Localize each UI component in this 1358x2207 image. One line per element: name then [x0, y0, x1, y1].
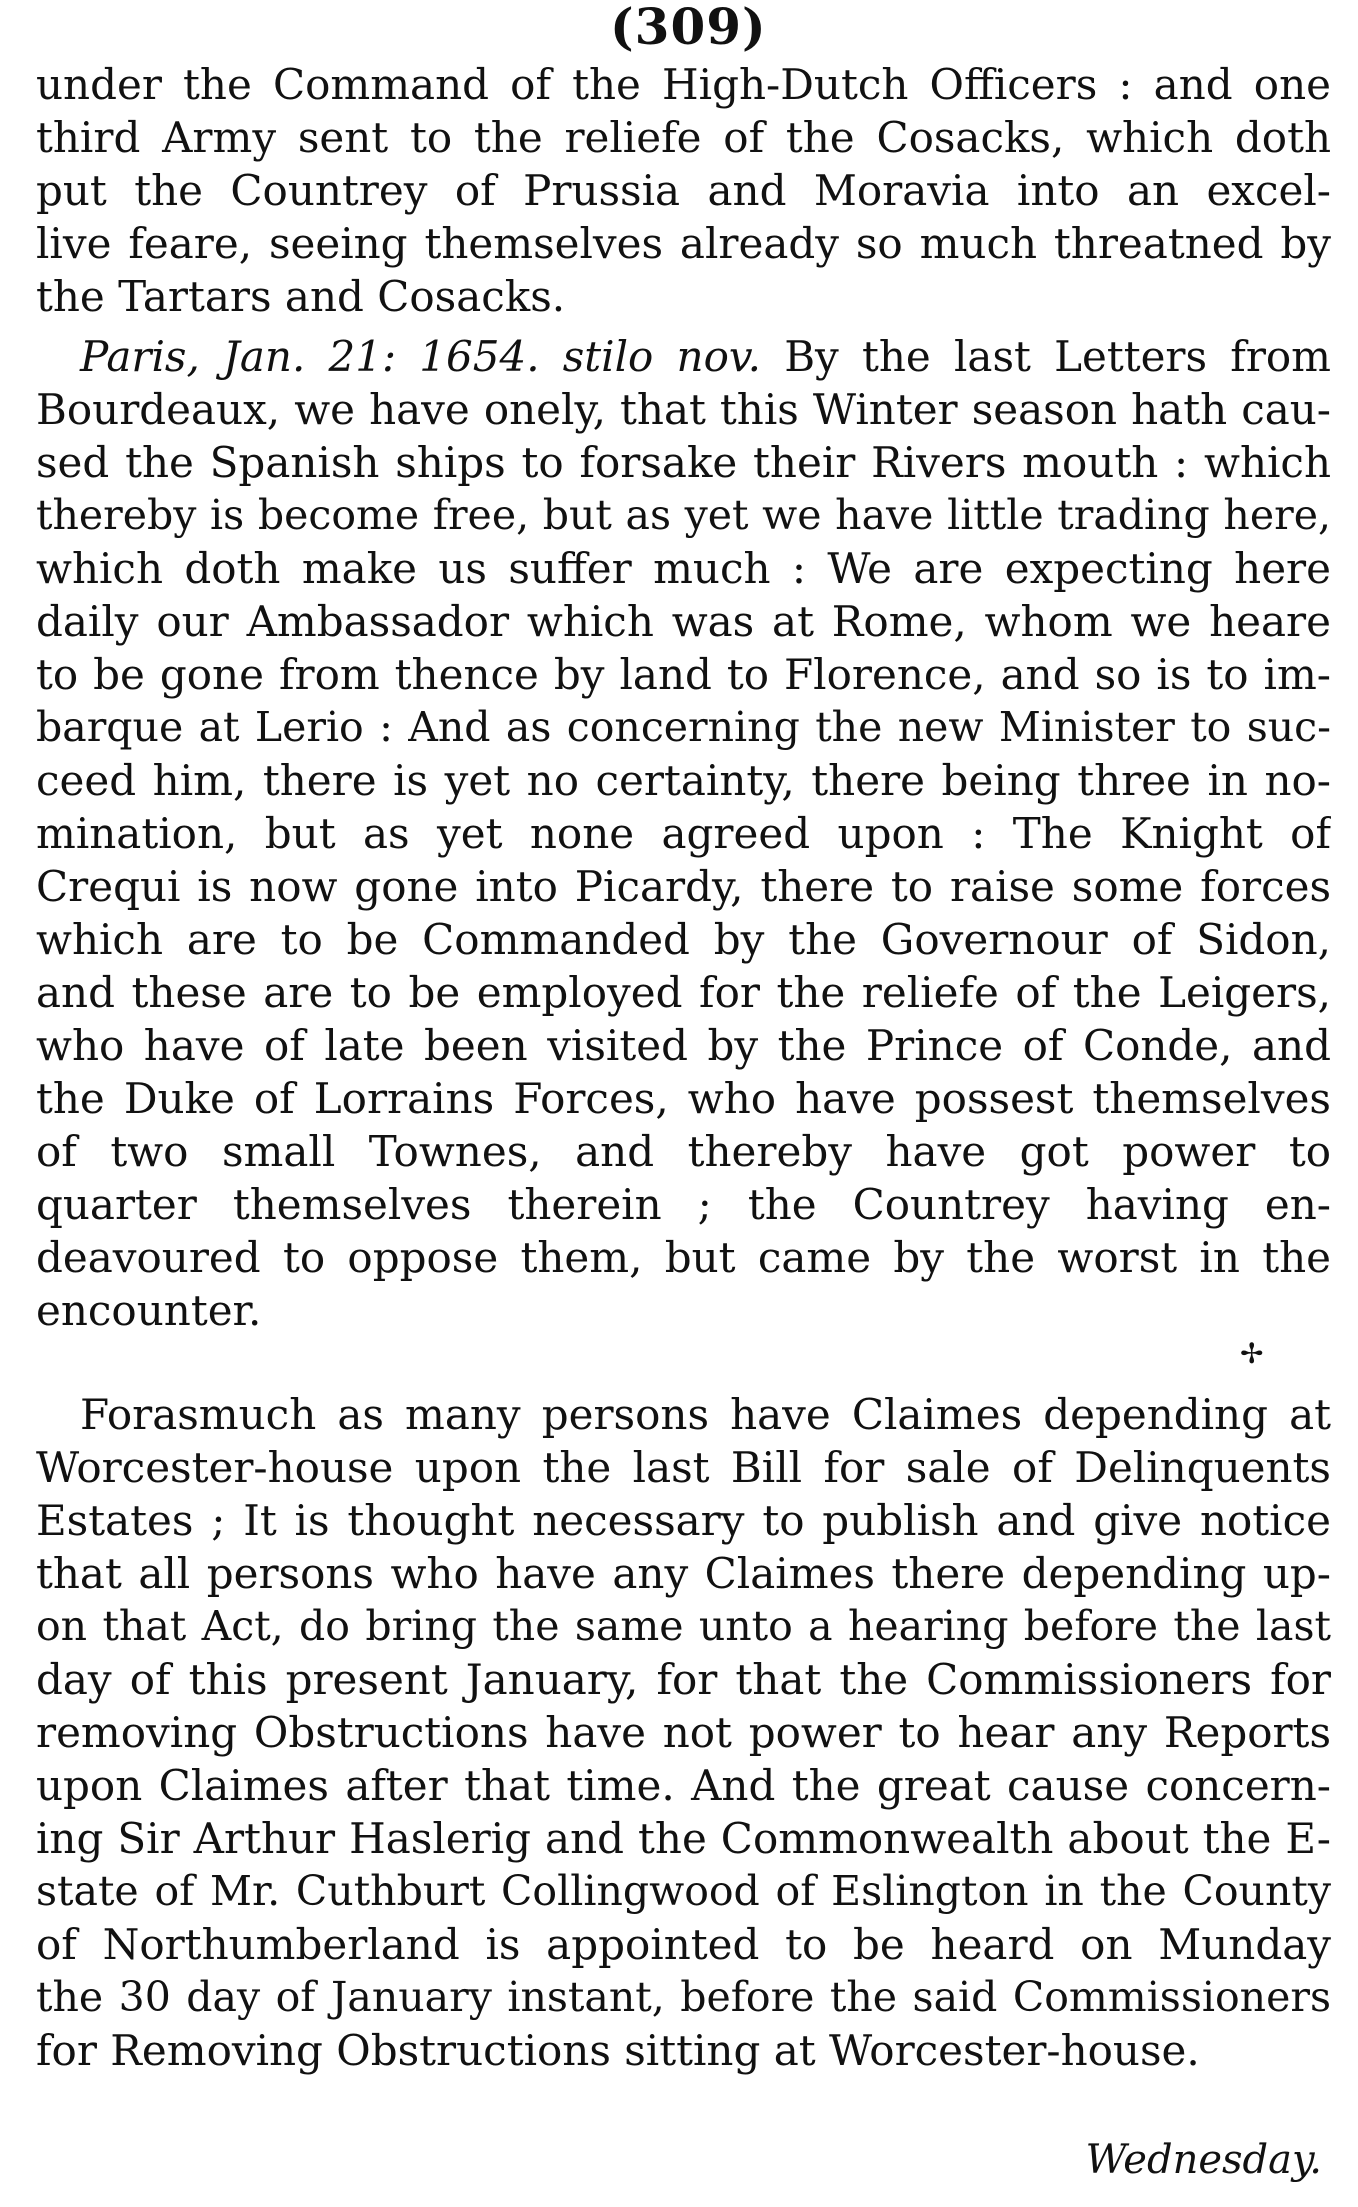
text-line: the Tartars and Cosacks.: [36, 272, 566, 321]
text-line: of two small Townes, and thereby have got power to: [36, 1127, 1331, 1176]
text-line: who have of late been visited by the Prince of Conde, and: [36, 1021, 1331, 1070]
text-line: third Army sent to the reliefe of the Cosacks, which doth: [36, 113, 1331, 162]
text-line: the Duke of Lorrains Forces, who have possest themselves: [36, 1074, 1331, 1123]
text-line: and these are to be employed for the reliefe of the Leigers,: [36, 968, 1331, 1017]
text-line: barque at Lerio : And as concerning the new Minister to suc-: [36, 703, 1331, 751]
text-line: the 30 day of January instant, before the said Commissioners: [36, 1973, 1331, 2021]
text-line: Forasmuch as many persons have Claimes depending at: [80, 1390, 1331, 1439]
text-line: to be gone from thence by land to Florence, and so is to im-: [36, 650, 1331, 699]
catchword: Wednesday.: [1085, 2137, 1322, 2183]
text-line: Bourdeaux, we have onely, that this Winter season hath cau-: [36, 385, 1331, 434]
text-line: daily our Ambassador which was at Rome, whom we heare: [36, 597, 1331, 646]
text-line: removing Obstructions have not power to hear any Reports: [36, 1708, 1331, 1757]
text-line: under the Command of the High-Dutch Officers : and one: [36, 60, 1331, 109]
text-line: mination, but as yet none agreed upon : The Knight of: [36, 809, 1331, 858]
text-line: Estates ; It is thought necessary to publish and give notice: [36, 1496, 1331, 1545]
text-line: put the Countrey of Prussia and Moravia into an excel-: [36, 166, 1331, 215]
text-line: on that Act, do bring the same unto a hearing before the last: [36, 1602, 1331, 1650]
dateline: Paris, Jan. 21: 1654. stilo nov.: [80, 332, 761, 381]
text-line: ing Sir Arthur Haslerig and the Commonwealth about the E-: [36, 1814, 1331, 1863]
paragraph-worcester-house-notice: [36, 1388, 1331, 2077]
text-line: Worcester-house upon the last Bill for sale of Delinquents: [36, 1443, 1331, 1492]
text-line: quarter themselves therein ; the Countrey having en-: [36, 1180, 1331, 1229]
paragraph-paris-dispatch: [36, 330, 1331, 1337]
text-line: live feare, seeing themselves already so much threatned by: [36, 219, 1331, 268]
paragraph-army-report: [36, 58, 1331, 323]
page-number: (309): [610, 0, 767, 56]
text-line: for Removing Obstructions sitting at Worcester-house.: [36, 2026, 1200, 2075]
text-line: sed the Spanish ships to forsake their Rivers mouth : which: [36, 438, 1331, 487]
text-line: ceed him, there is yet no certainty, there being three in no-: [36, 756, 1331, 805]
text-line: encounter.: [36, 1286, 262, 1335]
text-line: which are to be Commanded by the Governour of Sidon,: [36, 915, 1331, 964]
text-line: deavoured to oppose them, but came by the worst in the: [36, 1233, 1331, 1282]
text-line: day of this present January, for that the Commissioners for: [36, 1655, 1331, 1704]
ink-smudge: ✢: [1240, 1337, 1264, 1370]
text-line: thereby is become free, but as yet we have little trading here,: [36, 491, 1331, 539]
text-line: that all persons who have any Claimes there depending up-: [36, 1549, 1331, 1598]
text-line: upon Claimes after that time. And the great cause concern-: [36, 1761, 1331, 1810]
text-line: state of Mr. Cuthburt Collingwood of Eslington in the County: [36, 1867, 1331, 1915]
text-line: of Northumberland is appointed to be heard on Munday: [36, 1920, 1331, 1969]
text-line: which doth make us suffer much : We are expecting here: [36, 544, 1331, 593]
text-line: Crequi is now gone into Picardy, there to raise some forces: [36, 862, 1331, 911]
text-line-with-dateline: [36, 330, 1331, 383]
text-line: By the last Letters from: [784, 332, 1331, 381]
